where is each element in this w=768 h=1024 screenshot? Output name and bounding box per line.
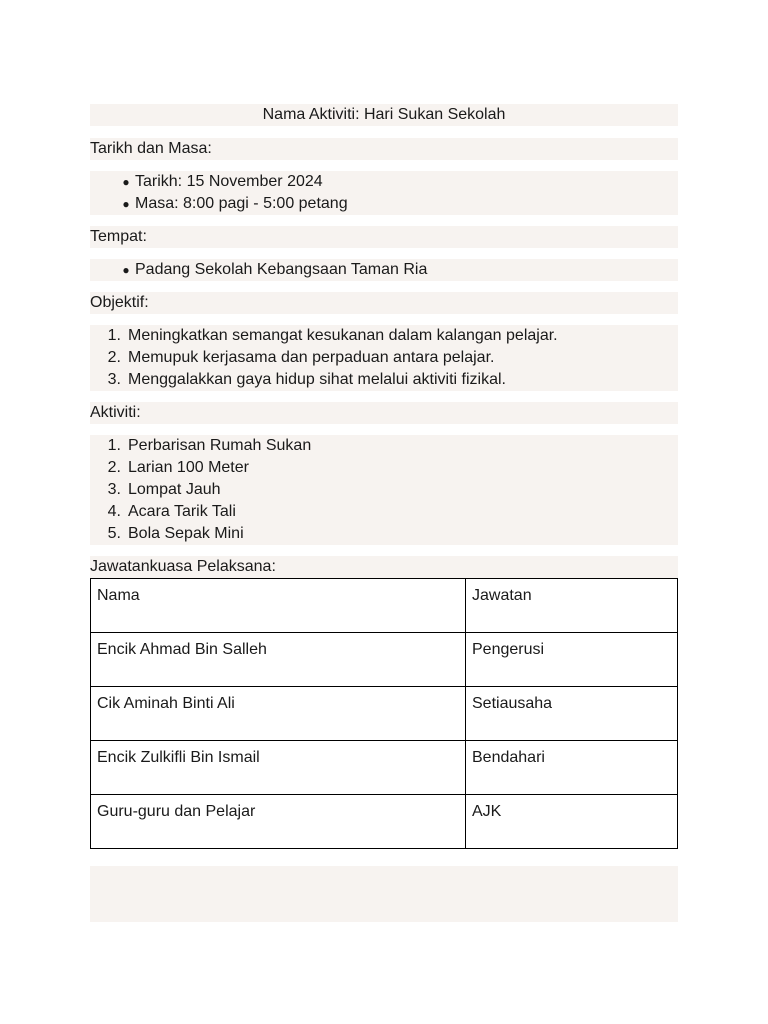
activity-item: Bola Sepak Mini <box>128 525 244 542</box>
list-item <box>90 479 678 501</box>
date-time-label: Tarikh dan Masa: <box>90 138 678 160</box>
list-item <box>90 457 678 479</box>
bullet-icon: ● <box>122 175 130 189</box>
table-cell: Encik Zulkifli Bin Ismail <box>91 741 466 795</box>
venue-list <box>90 259 678 281</box>
list-item <box>90 369 678 391</box>
table-cell: AJK <box>466 795 678 849</box>
date-item: Tarikh: 15 November 2024 <box>135 173 323 190</box>
bullet-icon: ● <box>122 263 130 277</box>
document-body <box>90 104 678 849</box>
table-cell: Encik Ahmad Bin Salleh <box>91 633 466 687</box>
list-number: 2. <box>107 459 121 476</box>
venue-label: Tempat: <box>90 226 678 248</box>
table-header-row <box>91 579 678 633</box>
committee-label: Jawatankuasa Pelaksana: <box>90 556 678 578</box>
list-number: 2. <box>107 349 121 366</box>
list-number: 4. <box>107 503 121 520</box>
list-item <box>90 171 678 193</box>
activities-list <box>90 435 678 545</box>
committee-table <box>90 578 678 849</box>
table-header-cell: Nama <box>91 579 466 633</box>
list-number: 1. <box>107 327 121 344</box>
table-row <box>91 741 678 795</box>
empty-footer-block <box>90 866 678 922</box>
activity-item: Lompat Jauh <box>128 481 221 498</box>
objectives-list <box>90 325 678 391</box>
list-item <box>90 347 678 369</box>
table-cell: Cik Aminah Binti Ali <box>91 687 466 741</box>
objective-item: Memupuk kerjasama dan perpaduan antara pelajar. <box>128 349 495 366</box>
objective-item: Meningkatkan semangat kesukanan dalam kalangan pelajar. <box>128 327 558 344</box>
objectives-label: Objektif: <box>90 292 678 314</box>
list-item <box>90 501 678 523</box>
table-row <box>91 687 678 741</box>
time-item: Masa: 8:00 pagi - 5:00 petang <box>135 195 348 212</box>
venue-item: Padang Sekolah Kebangsaan Taman Ria <box>135 261 428 278</box>
list-item <box>90 523 678 545</box>
list-number: 1. <box>107 437 121 454</box>
list-item <box>90 435 678 457</box>
table-cell: Guru-guru dan Pelajar <box>91 795 466 849</box>
table-row <box>91 633 678 687</box>
activity-item: Perbarisan Rumah Sukan <box>128 437 312 454</box>
table-header-cell: Jawatan <box>466 579 678 633</box>
list-item <box>90 259 678 281</box>
list-number: 5. <box>107 525 121 542</box>
document-title: Nama Aktiviti: Hari Sukan Sekolah <box>90 104 678 126</box>
table-cell: Bendahari <box>466 741 678 795</box>
list-item <box>90 325 678 347</box>
table-cell: Setiausaha <box>466 687 678 741</box>
bullet-icon: ● <box>122 197 130 211</box>
activity-item: Acara Tarik Tali <box>128 503 236 520</box>
date-time-list <box>90 171 678 215</box>
list-item <box>90 193 678 215</box>
table-row <box>91 795 678 849</box>
list-number: 3. <box>107 481 121 498</box>
activities-label: Aktiviti: <box>90 402 678 424</box>
list-number: 3. <box>107 371 121 388</box>
activity-item: Larian 100 Meter <box>128 459 249 476</box>
table-cell: Pengerusi <box>466 633 678 687</box>
objective-item: Menggalakkan gaya hidup sihat melalui aktiviti fizikal. <box>128 371 506 388</box>
